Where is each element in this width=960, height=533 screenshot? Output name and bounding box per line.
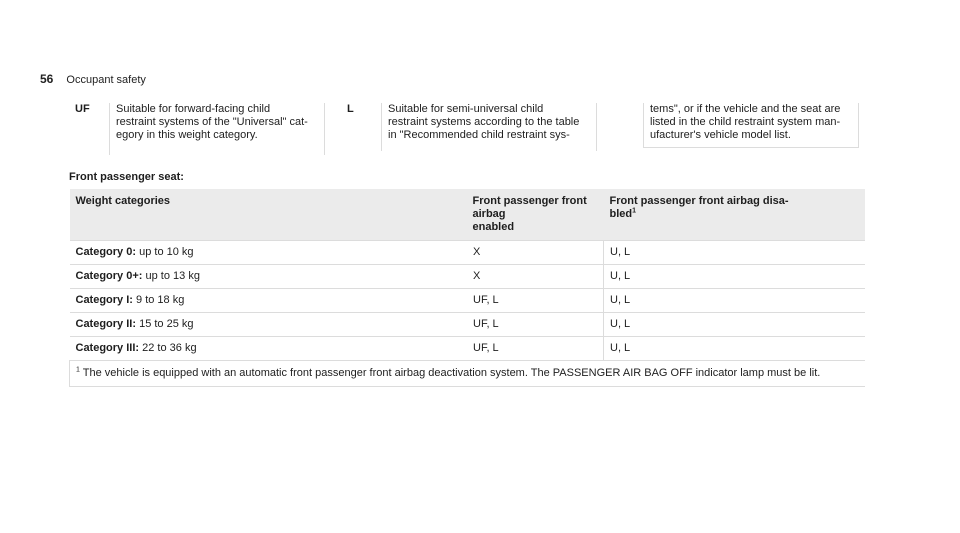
category-weight: 9 to 18 kg (136, 294, 185, 306)
legend-l (341, 103, 597, 151)
footnote-marker: 1 (632, 207, 637, 215)
header-line: Front passenger front airbag disa- (609, 195, 789, 207)
footnote-mark: 1 (76, 366, 80, 374)
category-cell (70, 289, 467, 313)
header-line: Front passenger front airbag (472, 195, 587, 220)
legend-line: egory in this weight category. (116, 129, 258, 141)
category-label: Category I: (75, 294, 133, 306)
header-line: enabled (472, 221, 515, 233)
legend-uf (69, 103, 325, 155)
page-number: 56 (40, 72, 54, 86)
enabled-cell: UF, L (467, 313, 604, 337)
table-row (70, 241, 865, 265)
category-label: Category 0+: (75, 270, 143, 282)
category-weight: up to 10 kg (139, 246, 194, 258)
table-row (70, 337, 865, 361)
legend-key-empty (616, 103, 644, 148)
disabled-cell: U, L (604, 241, 865, 265)
enabled-cell: X (467, 241, 604, 265)
disabled-cell: U, L (604, 337, 865, 361)
category-label: Category II: (75, 318, 137, 330)
disabled-cell: U, L (604, 313, 865, 337)
legend-l-continued (616, 103, 859, 148)
legend-line: tems", or if the vehicle and the seat are (650, 103, 841, 115)
front-passenger-seat-table (69, 189, 865, 387)
category-cell (70, 313, 467, 337)
category-weight: 22 to 36 kg (142, 342, 197, 354)
enabled-cell: X (467, 265, 604, 289)
legend-line: restraint systems according to the table (388, 116, 580, 128)
table-row (70, 289, 865, 313)
category-weight: 15 to 25 kg (139, 318, 194, 330)
legend-key: L (341, 103, 382, 151)
table-row (70, 313, 865, 337)
header-airbag-disabled (604, 189, 865, 241)
header-airbag-enabled (467, 189, 604, 241)
category-label: Category 0: (75, 246, 137, 258)
table-row (70, 265, 865, 289)
disabled-cell: U, L (604, 289, 865, 313)
footnote-row (70, 361, 865, 387)
legend-line: restraint systems of the "Universal" cat- (116, 116, 308, 128)
legend-line: Suitable for semi-universal child (388, 103, 544, 115)
enabled-cell: UF, L (467, 289, 604, 313)
category-weight: up to 13 kg (145, 270, 200, 282)
header-line: bled (609, 208, 633, 220)
section-name: Occupant safety (66, 74, 146, 86)
legend-description (382, 103, 597, 151)
legend-line: listed in the child restraint system man- (650, 116, 841, 128)
legend-line: in "Recommended child restraint sys- (388, 129, 570, 141)
footnote-text: The vehicle is equipped with an automatic front passenger front airbag deactivation system. The PASSENGER AIR BAG OFF indicator lamp must be lit. (82, 367, 821, 379)
page-header (40, 72, 146, 86)
legend-description (110, 103, 325, 155)
legend-line: Suitable for forward-facing child (116, 103, 271, 115)
enabled-cell: UF, L (467, 337, 604, 361)
legend-line: ufacturer's vehicle model list. (650, 129, 791, 141)
category-cell (70, 241, 467, 265)
category-label: Category III: (75, 342, 140, 354)
disabled-cell: U, L (604, 265, 865, 289)
category-cell (70, 337, 467, 361)
footnote (70, 361, 865, 387)
category-cell (70, 265, 467, 289)
legend-key: UF (69, 103, 110, 155)
legend-description (644, 103, 859, 148)
header-weight-categories: Weight categories (70, 189, 467, 241)
section-title: Front passenger seat: (69, 171, 184, 183)
